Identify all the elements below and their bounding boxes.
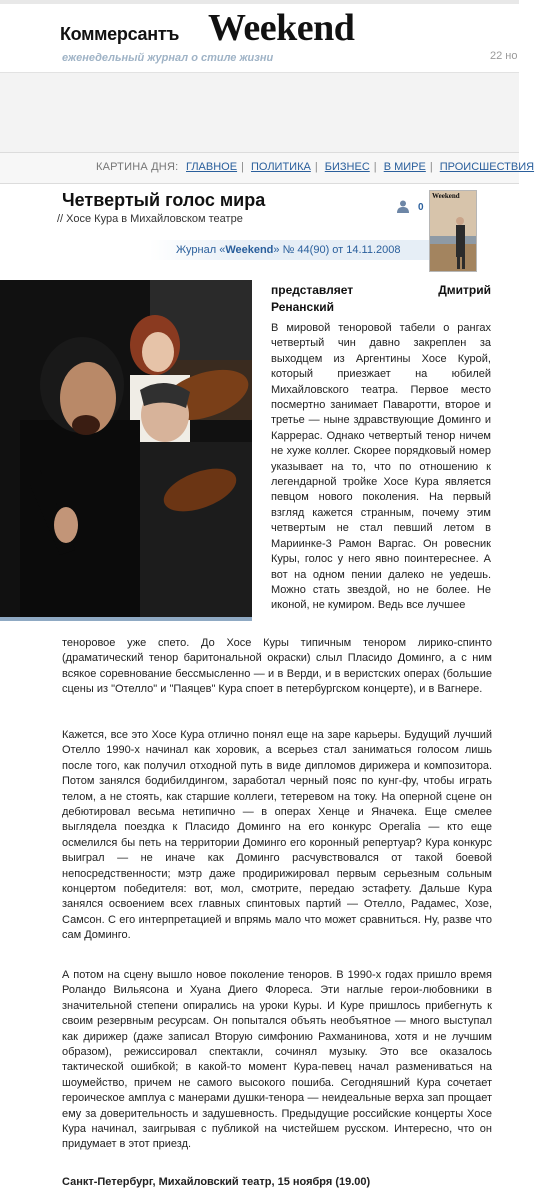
nav-links — [186, 161, 538, 173]
user-comment-icon[interactable] — [396, 199, 410, 213]
cover-image — [430, 191, 476, 271]
masthead — [0, 4, 519, 72]
nav-bar — [0, 152, 535, 184]
photo-underline — [0, 617, 252, 621]
paragraph-1-continued: теноровое уже спето. До Хосе Куры типичным тенором лирико-спинто (драматический тенор баритональной окраски) слыл Пласидо Доминго, а с ним всякое соревнование бессмысленно — и в Верди, и в веристских операх (большие сцены из "Отелло" и "Паяцев" Кура споет в петербургском концерте), и в Вагнере. — [62, 637, 492, 696]
author-surname: Ренанский — [271, 300, 334, 314]
paragraph-3: А потом на сцену вышло новое поколение теноров. В 1990-х годах пришло время Роландо Вильясона и Хуана Диего Флореса. Эти наглые герои-любовники в значительной степени опирались на уроки Куры. И Куре пришлось прибегнуть к своим резервным ресурсам. Он попытался объять необъятное — много выступал как дирижер (даже записал Вторую симфонию Рахманинова, хотя и не лучшим образом), режиссировал спектакли, сочинял музыку. Это все оказалось тактической ошибкой; в какой-то момент Кура-певец начал размениваться на шоумейство, причем не самого высокого пошиба. Сегодняшний Кура сочетает героическое амплуа с манерами душки-тенора — неидеальные верха зап прощает ему за доверительность и задушевность. Предыдущие российские концерты Хосе Кура начинал, заигрывая с публикой на чистейшем русском. Интересно, что он придумает в этот приезд. — [62, 969, 492, 1151]
nav-link-world[interactable]: В МИРЕ — [383, 161, 426, 173]
nav-link-incidents[interactable]: ПРОИСШЕСТВИЯ — [439, 161, 535, 173]
cover-title: Weekend — [432, 192, 460, 200]
article-photo — [0, 280, 252, 617]
article-subtitle: // Хосе Кура в Михайловском театре — [57, 213, 243, 225]
nav-separator: | — [429, 161, 433, 173]
nav-label: КАРТИНА ДНЯ: — [96, 161, 179, 173]
issue-suffix: » № 44(90) от 14.11.2008 — [273, 244, 401, 256]
nav-separator: | — [314, 161, 318, 173]
issue-link[interactable]: Weekend — [225, 244, 274, 256]
nav-link-main[interactable]: ГЛАВНОЕ — [186, 161, 238, 173]
event-venue: Санкт-Петербург, Михайловский театр, 15 ноября (19.00) — [62, 1176, 371, 1188]
tagline: еженедельный журнал о стиле жизни — [62, 52, 274, 64]
issue-prefix: Журнал « — [176, 244, 226, 256]
logo-weekend[interactable]: Weekend — [208, 7, 355, 49]
author-byline: представляет Дмитрий — [271, 283, 491, 297]
comment-count[interactable]: 0 — [418, 202, 424, 213]
magazine-cover[interactable] — [429, 190, 477, 272]
masthead-date: 22 но — [490, 50, 518, 62]
photo-illustration — [0, 280, 252, 617]
article-title: Четвертый голос мира — [62, 190, 266, 210]
paragraph-2: Кажется, все это Хосе Кура отлично понял еще на заре карьеры. Будущий лучший Отелло 1990-х начинал как хоровик, а всерьез стал заниматься голосом лишь после того, как получил отходной путь в виде дипломов дирижера и композитора. Потом занялся бодибилдингом, заработал черный пояс по кунг-фу, чтобы играть телом, а не стоять, как старшие коллеги, тетеревом на току. На оперной сцене он дебютировал весьма нетипично — в операх Хенце и Яначека. Еще смелее выглядела поездка к Пласидо Доминго на его конкурс Operalia — кто еще осмелился бы петь на территории Доминго его коронный репертуар? Кура конкурс выиграл — не иначе как Доминго расчувствовался от такой боевой непосредственности; мэтр даже продирижировал первым серьезным сольным концертом победителя: вот, мол, смотрите, передаю эстафету. Дальше Кура занялся освоением всех главных спинтовых партий — Отелло, Радамес, Хозе, Самсон. С его интерпретацией и впрямь мало что может сравниться. Ну, разве что сам Доминго. — [62, 729, 492, 942]
nav-link-politics[interactable]: ПОЛИТИКА — [251, 161, 311, 173]
paragraph-1-column: В мировой теноровой табели о рангах четвертый чин давно закреплен за выходцем из Аргентины Хосе Курой, который приезжает на юбилей Михайловского театра. Первое место посмертно занимает Паваротти, второе и третье — ныне здравствующие Доминго и Каррерас. Однако четвертый тенор ничем не хуже коллег. Скорее порядковый номер указывает на то, что по отношению к легендарной тройке Хосе Кура является певцом нового поколения. На первый взгляд кажется странным, почему этим четвертым не стал певший летом в Мариинке-3 Рамон Варгас. Он ровесник Куры, голос у него явно поинтереснее. А вот на одном пении далеко не уедешь. Можно стать звездой, но не более. Не иконой, не кумиром. Ведь все лучшее — [271, 322, 491, 612]
nav-link-business[interactable]: БИЗНЕС — [324, 161, 370, 173]
logo-kommersant[interactable]: Коммерсантъ — [60, 24, 180, 44]
issue-info — [176, 244, 401, 256]
banner-area — [0, 72, 519, 153]
nav-separator: | — [373, 161, 377, 173]
nav-separator: | — [241, 161, 244, 173]
